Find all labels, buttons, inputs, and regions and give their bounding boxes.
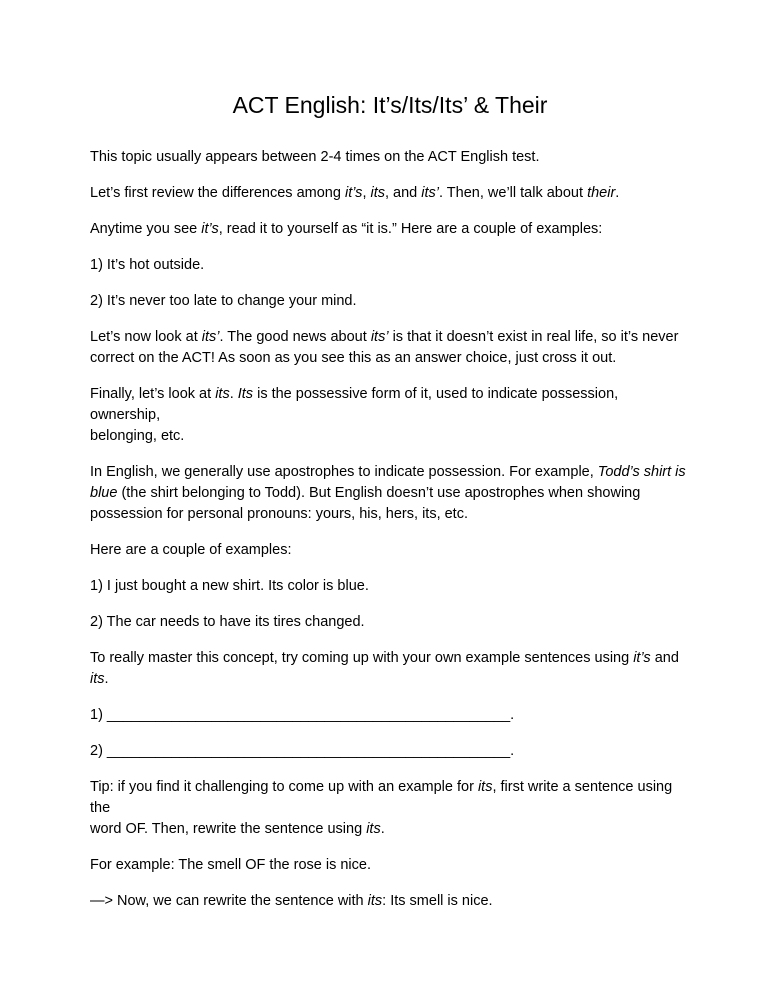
paragraph [90, 255, 690, 276]
text-segment: is the possessive form of it, used to indicate possession, ownership, [90, 386, 619, 423]
text-segment: 2) It’s never too late to change your mind. [90, 293, 357, 309]
text-segment: Here are a couple of examples: [90, 542, 292, 558]
text-segment: This topic usually appears between 2-4 times on the ACT English test. [90, 149, 540, 165]
italic-text-segment: their [587, 185, 616, 201]
paragraph [90, 384, 690, 447]
text-segment: , read it to yourself as “it is.” Here are a couple of examples: [218, 221, 603, 237]
italic-text-segment: its [477, 779, 493, 795]
text-segment: —> Now, we can rewrite the sentence with [90, 893, 368, 909]
italic-text-segment: its [367, 893, 383, 909]
text-segment: For example: The smell OF the rose is nice. [90, 857, 371, 873]
text-segment: (the shirt belonging to Todd). But English doesn’t use apostrophes when showing [117, 485, 641, 501]
text-segment: 1) It’s hot outside. [90, 257, 205, 273]
text-segment: . [615, 185, 620, 201]
text-segment: In English, we generally use apostrophes to indicate possession. For example, [90, 464, 598, 480]
text-segment: To really master this concept, try coming up with your own example sentences using [90, 650, 634, 666]
text-segment: and [650, 650, 679, 666]
italic-text-segment: it’s [201, 221, 219, 237]
text-segment: . [229, 386, 238, 402]
text-segment: 1) __________________________________________________. [90, 707, 515, 723]
text-segment: correct on the ACT! As soon as you see this as an answer choice, just cross it out. [90, 350, 617, 366]
paragraph [90, 540, 690, 561]
italic-text-segment: blue [90, 485, 118, 501]
text-segment: belonging, etc. [90, 428, 185, 444]
paragraph [90, 183, 690, 204]
italic-text-segment: its’ [421, 185, 440, 201]
text-segment: . [380, 821, 385, 837]
text-segment: Finally, let’s look at [90, 386, 216, 402]
paragraph [90, 855, 690, 876]
text-segment: . Then, we’ll talk about [439, 185, 588, 201]
italic-text-segment: Todd’s shirt is [597, 464, 686, 480]
italic-text-segment: it’s [344, 185, 363, 201]
text-segment: 2) The car needs to have its tires changed. [90, 614, 365, 630]
italic-text-segment: it’s [633, 650, 651, 666]
paragraph [90, 219, 690, 240]
document-body [90, 147, 690, 912]
paragraph [90, 777, 690, 840]
paragraph [90, 291, 690, 312]
text-segment: . [104, 671, 109, 687]
document-title: ACT English: It’s/Its/Its’ & Their [232, 92, 548, 118]
text-segment: word OF. Then, rewrite the sentence using [90, 821, 367, 837]
italic-text-segment: its [215, 386, 230, 402]
italic-text-segment: Its [237, 386, 254, 402]
italic-text-segment: its [370, 185, 385, 201]
paragraph [90, 576, 690, 597]
text-segment: Let’s first review the differences among [90, 185, 345, 201]
italic-text-segment: its’ [201, 329, 220, 345]
text-segment: is that it doesn’t exist in real life, so it’s never [388, 329, 679, 345]
text-segment: Tip: if you find it challenging to come up with an example for [90, 779, 478, 795]
paragraph [90, 147, 690, 168]
paragraph [90, 462, 690, 525]
text-segment: Anytime you see [90, 221, 202, 237]
italic-text-segment: its [366, 821, 381, 837]
text-segment: , [362, 185, 371, 201]
text-segment: possession for personal pronouns: yours, his, hers, its, etc. [90, 506, 468, 522]
text-segment: , and [385, 185, 422, 201]
text-segment: . The good news about [219, 329, 371, 345]
paragraph [90, 327, 690, 369]
text-segment: : Its smell is nice. [382, 893, 493, 909]
text-segment: , first write a sentence using the [90, 779, 673, 816]
text-segment: 1) I just bought a new shirt. Its color is blue. [90, 578, 369, 594]
fill-in-blank [90, 741, 690, 762]
paragraph [90, 891, 690, 912]
text-segment: Let’s now look at [90, 329, 202, 345]
italic-text-segment: its [90, 671, 105, 687]
paragraph [90, 612, 690, 633]
italic-text-segment: its’ [370, 329, 389, 345]
text-segment: 2) __________________________________________________. [90, 743, 515, 759]
paragraph [90, 648, 690, 690]
fill-in-blank [90, 705, 690, 726]
